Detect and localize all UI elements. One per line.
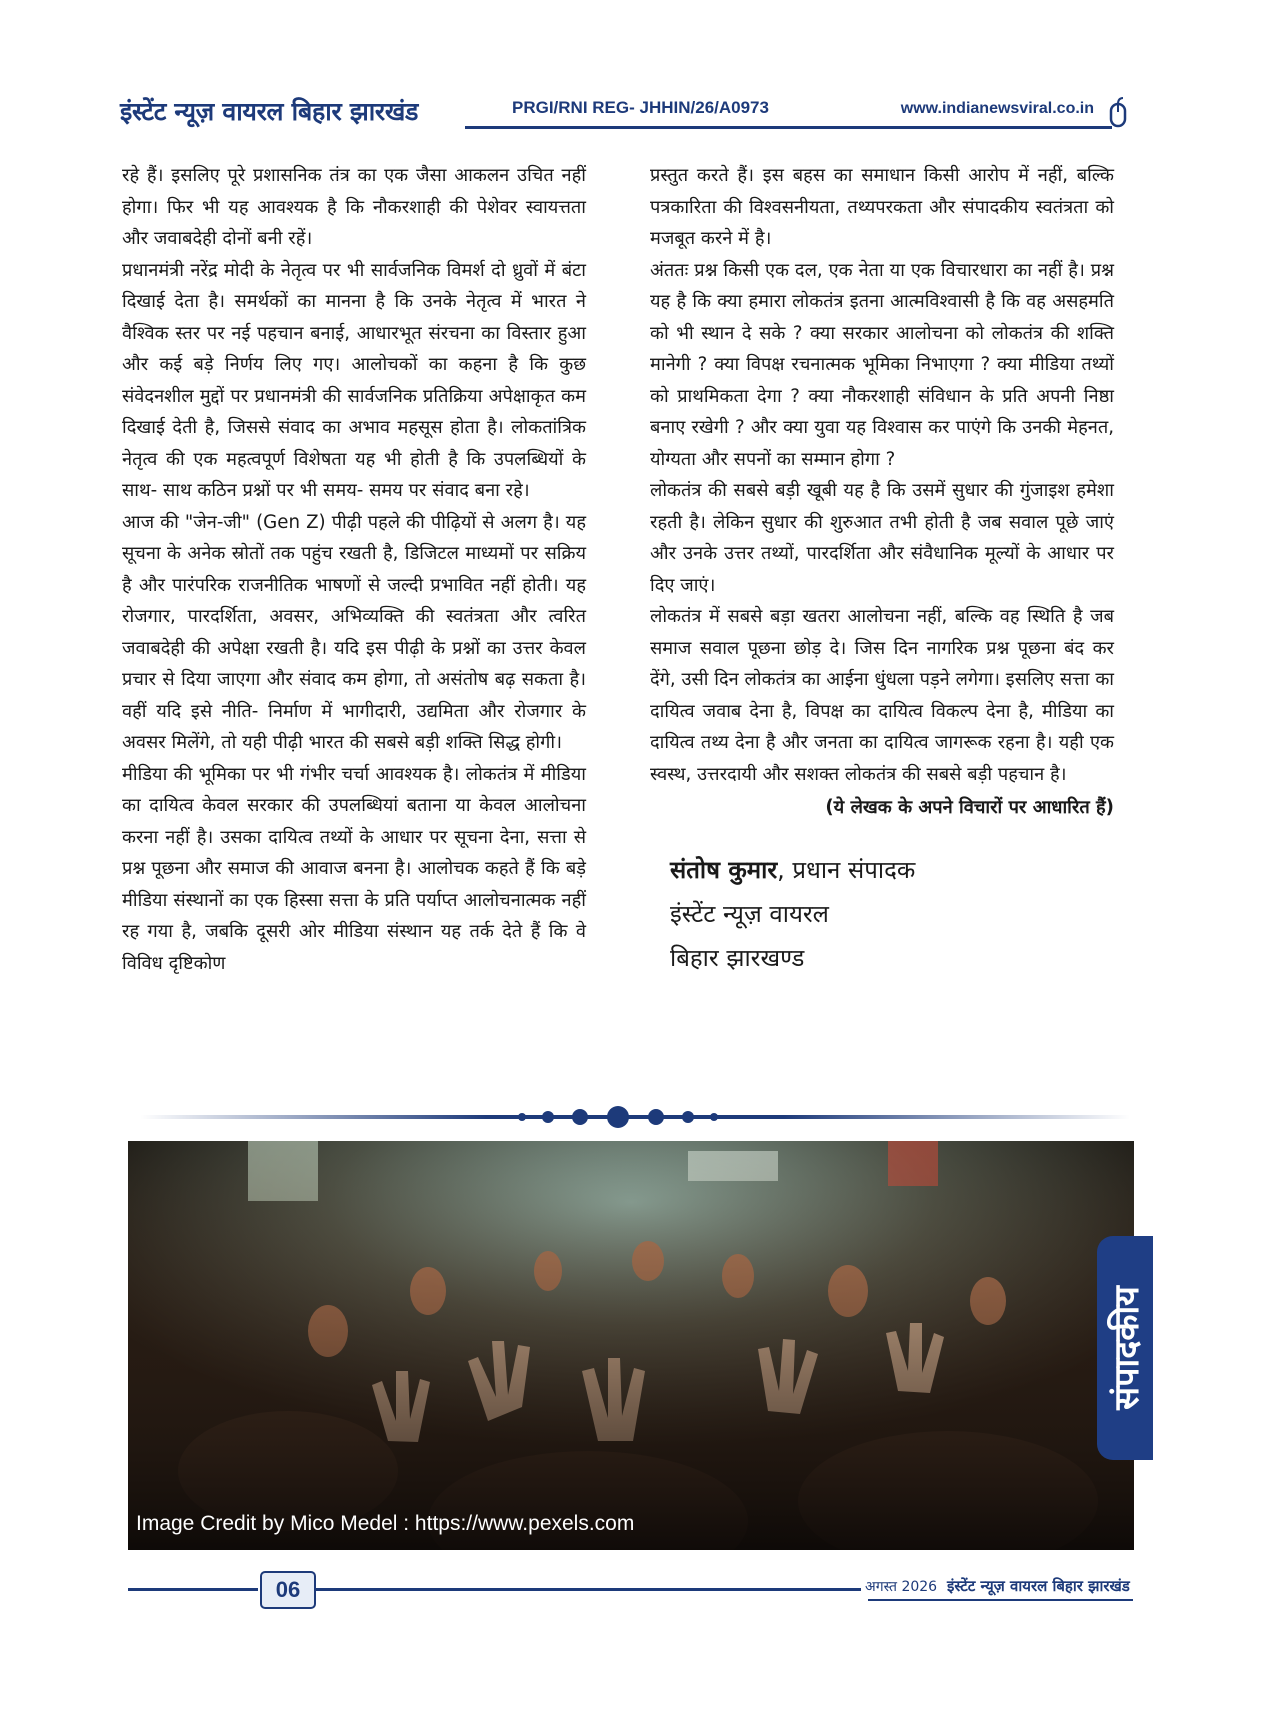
article-column-left bbox=[122, 160, 586, 979]
author-region: बिहार झारखण्ड bbox=[670, 943, 805, 972]
paragraph: आज की "जेन-जी" (Gen Z) पीढ़ी पहले की पीढ़ियों से अलग है। यह सूचना के अनेक स्रोतों तक पहुंच रखती है, डिजिटल माध्यमों पर सक्रिय है और पारंपरिक राजनीतिक भाषणों से जल्दी प्रभावित नहीं होती। यह रोजगार, पारदर्शिता, अवसर, अभिव्यक्ति की स्वतंत्रता और त्वरित जवाबदेही की अपेक्षा रखती है। यदि इस पीढ़ी के प्रश्नों का उत्तर केवल प्रचार से दिया जाएगा और संवाद कम होगा, तो असंतोष बढ़ सकता है। वहीं यदि इसे नीति- निर्माण में भागीदारी, उद्यमिता और रोजगार के अवसर मिलेंगे, तो यही पीढ़ी भारत की सबसे बड़ी शक्ति सिद्ध होगी। bbox=[122, 511, 586, 753]
byline-name-line bbox=[670, 848, 1114, 892]
footer-rule-middle bbox=[316, 1588, 861, 1591]
header-rule bbox=[465, 126, 1112, 129]
ornament-divider bbox=[140, 1102, 1130, 1132]
mouse-icon bbox=[1108, 96, 1128, 130]
paragraph: रहे हैं। इसलिए पूरे प्रशासनिक तंत्र का एक जैसा आकलन उचित नहीं होगा। फिर भी यह आवश्यक है कि नौकरशाही की पेशेवर स्वायत्तता और जवाबदेही दोनों बनी रहें। bbox=[122, 165, 586, 249]
byline bbox=[670, 848, 1114, 980]
paragraph: प्रधानमंत्री नरेंद्र मोदी के नेतृत्व पर भी सार्वजनिक विमर्श दो ध्रुवों में बंटा दिखाई देता है। समर्थकों का मानना है कि उनके नेतृत्व में भारत ने वैश्विक स्तर पर नई पहचान बनाई, आधारभूत संरचना का विस्तार हुआ और कई बड़े निर्णय लिए गए। आलोचकों का कहना है कि कुछ संवेदनशील मुद्दों पर प्रधानमंत्री की सार्वजनिक प्रतिक्रिया अपेक्षाकृत कम दिखाई देती है, जिससे संवाद का अभाव महसूस होता है। लोकतांत्रिक नेतृत्व की एक महत्वपूर्ण विशेषता यह भी होती है कि उपलब्धियों के साथ- साथ कठिन प्रश्नों पर भी समय- समय पर संवाद बना रहे। bbox=[122, 259, 586, 501]
paragraph: प्रस्तुत करते हैं। इस बहस का समाधान किसी आरोप में नहीं, बल्कि पत्रकारिता की विश्वसनीयता, तथ्यपरकता और संपादकीय स्वतंत्रता को मजबूत करने में है। bbox=[650, 165, 1114, 249]
image-credit: Image Credit by Mico Medel : https://www.pexels.com bbox=[136, 1512, 635, 1535]
paragraph: लोकतंत्र में सबसे बड़ा खतरा आलोचना नहीं, बल्कि वह स्थिति है जब समाज सवाल पूछना छोड़ दे। जिस दिन नागरिक प्रश्न पूछना बंद कर देंगे, उसी दिन लोकतंत्र का आईना धुंधला पड़ने लगेगा। इसलिए सत्ता का दायित्व जवाब देना है, विपक्ष का दायित्व विकल्प देना है, मीडिया का दायित्व तथ्य देना है और जनता का दायित्व जागरूक रहना है। यही एक स्वस्थ, उत्तरदायी और सशक्त लोकतंत्र की सबसे बड़ी पहचान है। bbox=[650, 606, 1114, 785]
author-name: संतोष कुमार bbox=[670, 855, 778, 884]
footer-rule-left bbox=[128, 1588, 258, 1591]
crowd-photo bbox=[128, 1141, 1134, 1550]
paragraph: लोकतंत्र की सबसे बड़ी खूबी यह है कि उसमें सुधार की गुंजाइश हमेशा रहती है। लेकिन सुधार की शुरुआत तभी होती है जब सवाल पूछे जाएं और उनके उत्तर तथ्यों, पारदर्शिता और संवैधानिक मूल्यों के आधार पर दिए जाएं। bbox=[650, 480, 1114, 596]
crowd-illustration bbox=[128, 1141, 1134, 1550]
website-link[interactable]: www.indianewsviral.co.in bbox=[900, 100, 1094, 117]
author-organization: इंस्टेंट न्यूज़ वायरल bbox=[670, 899, 829, 928]
paragraph: अंततः प्रश्न किसी एक दल, एक नेता या एक विचारधारा का नहीं है। प्रश्न यह है कि क्या हमारा लोकतंत्र इतना आत्मविश्वासी है कि वह असहमति को भी स्थान दे सके ? क्या सरकार आलोचना को लोकतंत्र की शक्ति मानेगी ? क्या विपक्ष रचनात्मक भूमिका निभाएगा ? क्या मीडिया तथ्यों को प्राथमिकता देगा ? क्या नौकरशाही संविधान के प्रति अपनी निष्ठा बनाए रखेगी ? और क्या युवा यह विश्वास कर पाएंगे कि उनकी मेहनत, योग्यता और सपनों का सम्मान होगा ? bbox=[650, 259, 1114, 470]
page-header bbox=[120, 92, 1130, 132]
issue-date: अगस्त 2026 bbox=[865, 1579, 938, 1595]
article-column-right bbox=[650, 160, 1114, 980]
registration-number: PRGI/RNI REG- JHHIN/26/A0973 bbox=[512, 98, 769, 117]
paragraph: मीडिया की भूमिका पर भी गंभीर चर्चा आवश्यक है। लोकतंत्र में मीडिया का दायित्व केवल सरकार की उपलब्धियां बताना या केवल आलोचना करना नहीं है। उसका दायित्व तथ्यों के आधार पर सूचना देना, सत्ता से प्रश्न पूछना और समाज की आवाज बनना है। आलोचक कहते हैं कि बड़े मीडिया संस्थानों का एक हिस्सा सत्ता के प्रति पर्याप्त आलोचनात्मक नहीं रह गया है, जबकि दूसरी ओर मीडिया संस्थान यह तर्क देते हैं कि वे विविध दृष्टिकोण bbox=[122, 763, 586, 974]
footer-publication-title: इंस्टेंट न्यूज़ वायरल बिहार झारखंड bbox=[947, 1577, 1130, 1595]
author-disclaimer: (ये लेखक के अपने विचारों पर आधारित हैं) bbox=[825, 797, 1114, 818]
footer-rule-right bbox=[868, 1599, 1133, 1601]
masthead-title: इंस्टेंट न्यूज़ वायरल बिहार झारखंड bbox=[120, 97, 419, 126]
page-number: 06 bbox=[260, 1571, 316, 1609]
author-role: , प्रधान संपादक bbox=[777, 855, 916, 884]
section-tab-label: संपादकीय bbox=[1107, 1286, 1147, 1410]
section-tab bbox=[1097, 1236, 1153, 1460]
